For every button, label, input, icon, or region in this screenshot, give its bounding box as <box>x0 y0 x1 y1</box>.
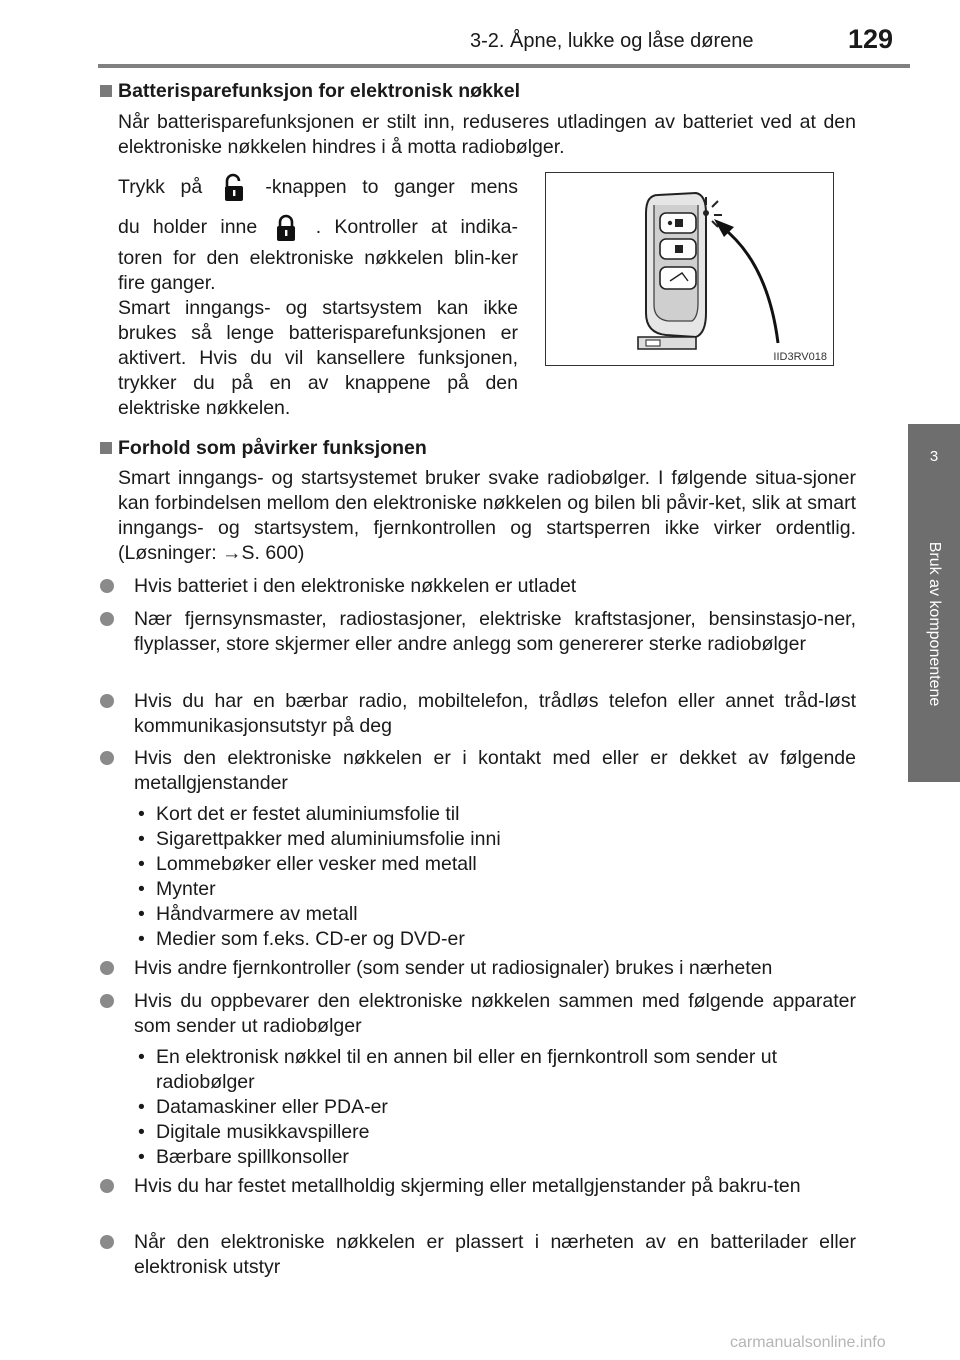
conditions-intro: Smart inngangs- og startsystemet bruker svake radiobølger. I følgende situa-sjoner kan forbindelsen mellom den elektroniske nøkkelen og bilen bli påvir-ket, slik at smart inngangs- og startsystem, fjernkontrollen og startsperren ikke virker ordentlig. (Løsninger: →S. 600) <box>118 467 856 564</box>
watermark: carmanualsonline.info <box>730 1334 886 1351</box>
radio-devices-list <box>134 1045 854 1170</box>
battery-save-instructions <box>118 172 518 421</box>
condition-item: Nær fjernsynsmaster, radiostasjoner, elektriske kraftstasjoner, bensinstasjo-ner, flyplasser, store skjermer eller andre anlegg som genererer sterke radiobølger <box>100 607 856 657</box>
instruction-rest: toren for den elektroniske nøkkelen blin-ker fire ganger. <box>118 247 518 294</box>
battery-save-note: Smart inngangs- og startsystem kan ikke brukes så lenge batterisparefunksjonen er aktivert. Hvis du vil kansellere funksjonen, trykker du på en av knappene på den elektriske nøkkelen. <box>118 297 518 419</box>
list-item: • Mynter <box>134 877 854 902</box>
lock-icon <box>274 213 298 243</box>
instruction-line-1: Trykk på -knappen to ganger mens <box>118 172 518 204</box>
list-item: • Sigarettpakker med aluminiumsfolie inni <box>134 827 854 852</box>
bullet-dot-icon <box>100 694 114 708</box>
chapter-label: Bruk av komponentene <box>926 541 943 707</box>
bullet-dot-icon <box>100 1179 114 1193</box>
condition-item: Hvis den elektroniske nøkkelen er i kontakt med eller er dekket av følgende metallgjenstander <box>100 746 856 796</box>
figure-code: IID3RV018 <box>773 351 827 363</box>
list-item: • Bærbare spillkonsoller <box>134 1145 854 1170</box>
condition-item: Hvis du oppbevarer den elektroniske nøkkelen sammen med følgende apparater som sender ut radiobølger <box>100 989 856 1039</box>
battery-save-intro: Når batterisparefunksjonen er stilt inn, reduseres utladingen av batteriet ved at den elektroniske nøkkelen hindres i å motta radiobølger. <box>118 111 856 158</box>
header-rule <box>98 64 910 68</box>
list-item: • Digitale musikkavspillere <box>134 1120 854 1145</box>
list-item: • Kort det er festet aluminiumsfolie til <box>134 802 854 827</box>
list-item: • Medier som f.eks. CD-er og DVD-er <box>134 927 854 952</box>
instruction-line-2: du holder inne . Kontroller at indika- <box>118 208 518 240</box>
list-item: • Datamaskiner eller PDA-er <box>134 1095 854 1120</box>
bullet-dot-icon <box>100 961 114 975</box>
list-item: • Håndvarmere av metall <box>134 902 854 927</box>
condition-item: Når den elektroniske nøkkelen er plassert i nærheten av en batterilader eller elektronisk utstyr <box>100 1230 856 1280</box>
metal-objects-list <box>134 802 854 952</box>
condition-item: Hvis batteriet i den elektroniske nøkkelen er utladet <box>100 574 856 599</box>
bullet-dot-icon <box>100 994 114 1008</box>
section-heading-conditions: Forhold som påvirker funksjonen <box>100 437 427 460</box>
chapter-number: 3 <box>929 448 939 465</box>
bullet-dot-icon <box>100 1235 114 1249</box>
condition-item: Hvis du har festet metallholdig skjerming eller metallgjenstander på bakru-ten <box>100 1174 856 1199</box>
smart-key-drawing <box>546 173 832 364</box>
unlock-icon <box>222 173 246 203</box>
section-heading-battery-save: Batterisparefunksjon for elektronisk nøkkel <box>100 80 520 103</box>
bullet-dot-icon <box>100 579 114 593</box>
smart-key-illustration <box>545 172 834 366</box>
bullet-dot-icon <box>100 751 114 765</box>
bullet-dot-icon <box>100 612 114 626</box>
running-header: 3-2. Åpne, lukke og låse dørene <box>470 30 754 52</box>
condition-item: Hvis andre fjernkontroller (som sender ut radiosignaler) brukes i nærheten <box>100 956 856 981</box>
list-item: • En elektronisk nøkkel til en annen bil eller en fjernkontroll som sender ut radiobølger <box>134 1045 854 1095</box>
condition-item: Hvis du har en bærbar radio, mobiltelefon, trådløs telefon eller annet tråd-løst kommunikasjonsutstyr på deg <box>100 689 856 739</box>
page-number: 129 <box>848 24 894 54</box>
heading-square-icon <box>100 85 112 97</box>
heading-square-icon <box>100 442 112 454</box>
list-item: • Lommebøker eller vesker med metall <box>134 852 854 877</box>
